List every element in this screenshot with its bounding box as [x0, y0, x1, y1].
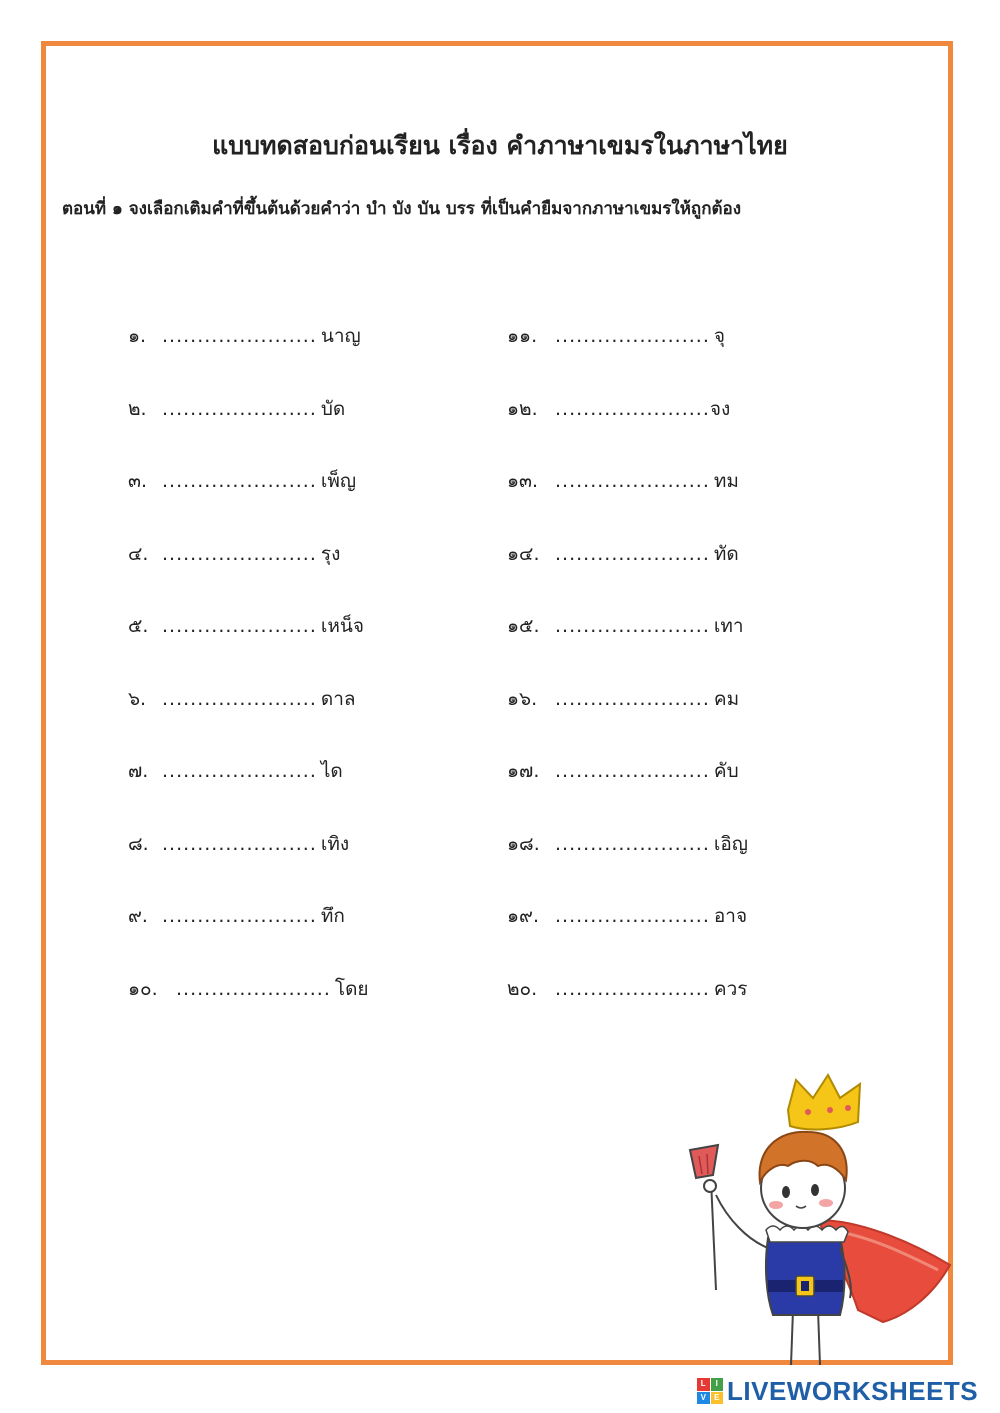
- question-number: ๒.: [128, 397, 147, 420]
- question-number: ๑๗.: [507, 760, 540, 783]
- question-row: [507, 518, 748, 591]
- word-suffix: ควร: [713, 977, 748, 1000]
- question-row: [128, 373, 369, 446]
- word-suffix: ได: [320, 760, 343, 783]
- question-number: ๑๑.: [507, 325, 538, 348]
- word-suffix: จง: [709, 397, 731, 420]
- word-suffix: เพ็ญ: [320, 470, 357, 493]
- answer-blank[interactable]: ......................: [162, 905, 317, 928]
- answer-blank[interactable]: ......................: [162, 760, 317, 783]
- answer-blank[interactable]: ......................: [555, 687, 710, 710]
- badge-letter: E: [711, 1392, 724, 1405]
- question-number: ๑๐.: [128, 977, 158, 1000]
- question-number: ๖.: [128, 687, 147, 710]
- question-row: [128, 518, 369, 591]
- instruction-text: ตอนที่ ๑ จงเลือกเติมคำที่ขึ้นต้นด้วยคำว่า บำ บัง บัน บรร ที่เป็นคำยืมจากภาษาเขมรให้ถูกต้อง: [62, 199, 742, 219]
- question-number: ๓.: [128, 470, 148, 493]
- question-number: ๑๖.: [507, 687, 538, 710]
- liveworksheets-logo[interactable]: [697, 1376, 978, 1406]
- answer-blank[interactable]: ......................: [555, 977, 710, 1000]
- word-suffix: จุ: [713, 325, 726, 348]
- answer-blank[interactable]: ......................: [555, 905, 710, 928]
- badge-letter: I: [711, 1378, 724, 1391]
- word-suffix: โดย: [334, 977, 369, 1000]
- word-suffix: ทัด: [713, 542, 739, 565]
- answer-blank[interactable]: ......................: [555, 325, 710, 348]
- word-suffix: เอิญ: [713, 832, 748, 855]
- question-row: [128, 735, 369, 808]
- badge-letter: V: [697, 1392, 710, 1405]
- question-row: [128, 808, 369, 881]
- question-number: ๑๘.: [507, 832, 540, 855]
- question-row: [128, 953, 369, 1026]
- answer-blank[interactable]: ......................: [555, 470, 710, 493]
- question-number: ๘.: [128, 832, 149, 855]
- word-suffix: อาจ: [713, 905, 748, 928]
- word-suffix: เหน็จ: [320, 615, 365, 638]
- word-suffix: บัด: [320, 397, 346, 420]
- word-suffix: เทิง: [320, 832, 350, 855]
- question-number: ๑๙.: [507, 905, 540, 928]
- question-row: [507, 300, 748, 373]
- prince-illustration: [668, 1070, 958, 1370]
- question-number: ๑๓.: [507, 470, 539, 493]
- brand-name: LIVEWORKSHEETS: [727, 1375, 979, 1406]
- question-number: ๔.: [128, 542, 149, 565]
- question-number: ๑๕.: [507, 615, 540, 638]
- word-suffix: คม: [713, 687, 740, 710]
- question-row: [507, 663, 748, 736]
- question-row: [128, 663, 369, 736]
- question-row: [507, 735, 748, 808]
- word-suffix: ทม: [713, 470, 739, 493]
- answer-blank[interactable]: ......................: [162, 615, 317, 638]
- question-row: [128, 300, 369, 373]
- word-suffix: ดาล: [320, 687, 356, 710]
- question-column-right: [507, 300, 748, 1025]
- answer-blank[interactable]: ......................: [162, 832, 317, 855]
- question-number: ๒๐.: [507, 977, 538, 1000]
- answer-blank[interactable]: ......................: [162, 397, 317, 420]
- answer-blank[interactable]: ......................: [162, 687, 317, 710]
- question-row: [507, 953, 748, 1026]
- question-number: ๑.: [128, 325, 147, 348]
- question-number: ๑๒.: [507, 397, 538, 420]
- word-suffix: รุง: [320, 542, 341, 565]
- answer-blank[interactable]: ......................: [555, 615, 710, 638]
- answer-blank[interactable]: ......................: [162, 542, 317, 565]
- word-suffix: นาญ: [320, 325, 361, 348]
- answer-blank[interactable]: ......................: [555, 832, 710, 855]
- question-row: [128, 445, 369, 518]
- answer-blank[interactable]: ......................: [555, 397, 710, 420]
- scepter-head: [690, 1145, 718, 1178]
- word-suffix: เทา: [713, 615, 744, 638]
- answer-blank[interactable]: ......................: [555, 760, 710, 783]
- question-column-left: [128, 300, 369, 1025]
- question-number: ๑๔.: [507, 542, 540, 565]
- answer-blank[interactable]: ......................: [162, 325, 317, 348]
- question-row: [507, 880, 748, 953]
- question-row: [507, 445, 748, 518]
- answer-blank[interactable]: ......................: [162, 470, 317, 493]
- answer-blank[interactable]: ......................: [176, 977, 331, 1000]
- question-row: [507, 590, 748, 663]
- question-row: [128, 880, 369, 953]
- worksheet-title: แบบทดสอบก่อนเรียน เรื่อง คำภาษาเขมรในภาษาไทย: [212, 131, 788, 160]
- question-number: ๗.: [128, 760, 149, 783]
- badge-letter: L: [697, 1378, 710, 1391]
- question-row: [128, 590, 369, 663]
- crown-icon: [788, 1075, 860, 1129]
- question-row: [507, 808, 748, 881]
- question-number: ๙.: [128, 905, 148, 928]
- word-suffix: ทึก: [320, 905, 345, 928]
- question-number: ๕.: [128, 615, 149, 638]
- answer-blank[interactable]: ......................: [555, 542, 710, 565]
- word-suffix: คับ: [713, 760, 739, 783]
- question-row: [507, 373, 748, 446]
- liveworksheets-logo-icon: [697, 1378, 723, 1404]
